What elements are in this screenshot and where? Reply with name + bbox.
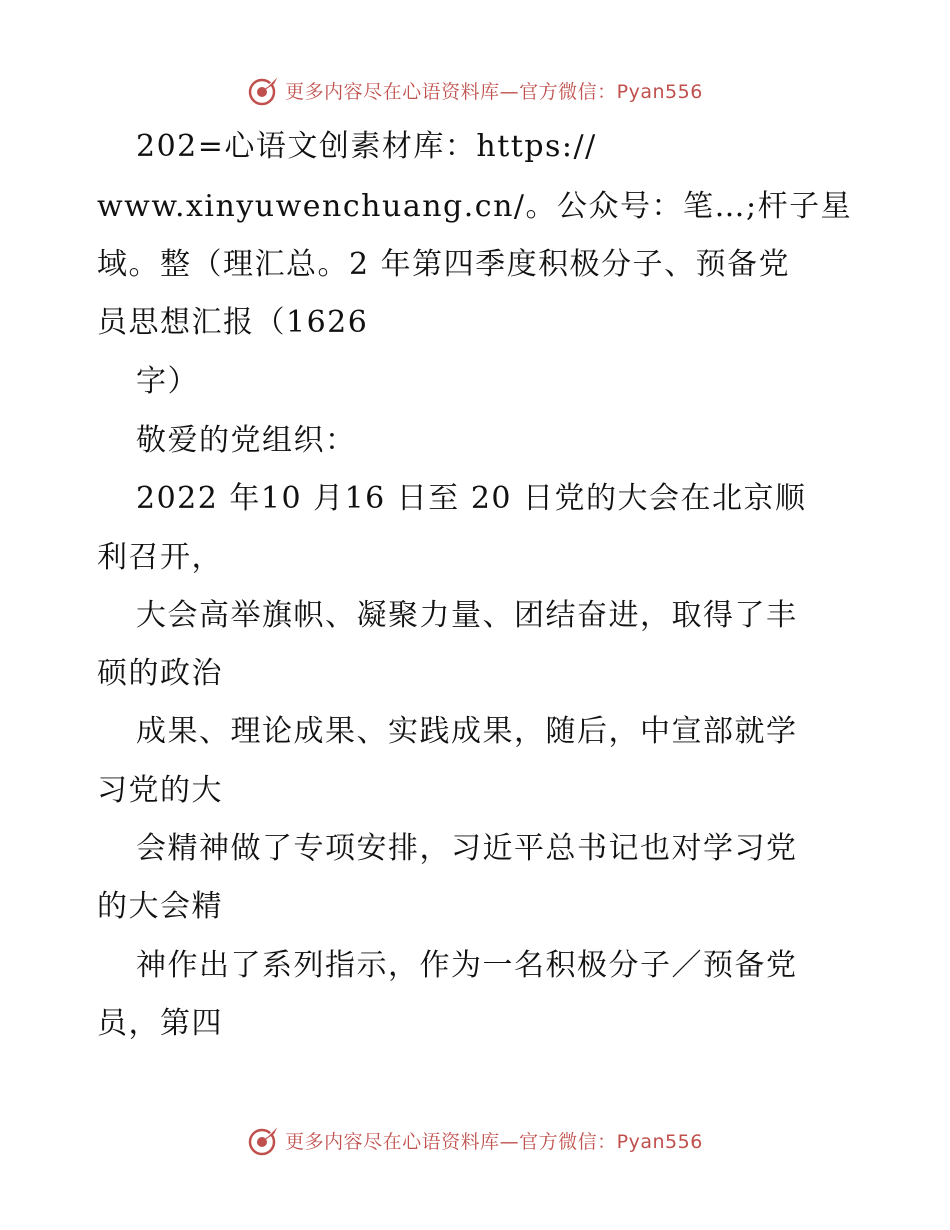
body-line-3: 域。整（理汇总。2 年第四季度积极分子、预备党 <box>97 247 791 282</box>
body-line-10: 硕的政治 <box>97 656 223 691</box>
body-line-7: 2022 年10 月16 日至 20 日党的大会在北京顺 <box>136 481 807 516</box>
quill-logo-icon <box>247 1123 281 1157</box>
footer-banner-text: 更多内容尽在心语资料库—官方微信：Pyan556 <box>285 1130 703 1153</box>
body-line-9: 大会高举旗帜、凝聚力量、团结奋进，取得了丰 <box>136 598 798 633</box>
body-line-5: 字） <box>136 364 199 399</box>
body-line-13: 会精神做了专项安排，习近平总书记也对学习党 <box>136 831 798 866</box>
body-line-8: 利召开， <box>97 540 223 575</box>
footer-banner <box>0 1120 950 1160</box>
body-line-4: 员思想汇报（1626 <box>97 305 369 340</box>
salutation: 敬爱的党组织： <box>136 423 357 458</box>
body-line-2: www.xinyuwenchuang.cn/。公众号：笔…;杆子星 <box>97 189 853 224</box>
body-line-11: 成果、理论成果、实践成果，随后，中宣部就学 <box>136 714 798 749</box>
body-line-1: 202=心语文创素材库：https:// <box>136 129 597 164</box>
body-line-12: 习党的大 <box>97 773 223 808</box>
body-line-15: 神作出了系列指示，作为一名积极分子／预备党 <box>136 948 798 983</box>
body-line-16: 员，第四 <box>97 1006 223 1041</box>
header-banner-text: 更多内容尽在心语资料库—官方微信：Pyan556 <box>285 80 703 103</box>
body-line-14: 的大会精 <box>97 889 223 924</box>
